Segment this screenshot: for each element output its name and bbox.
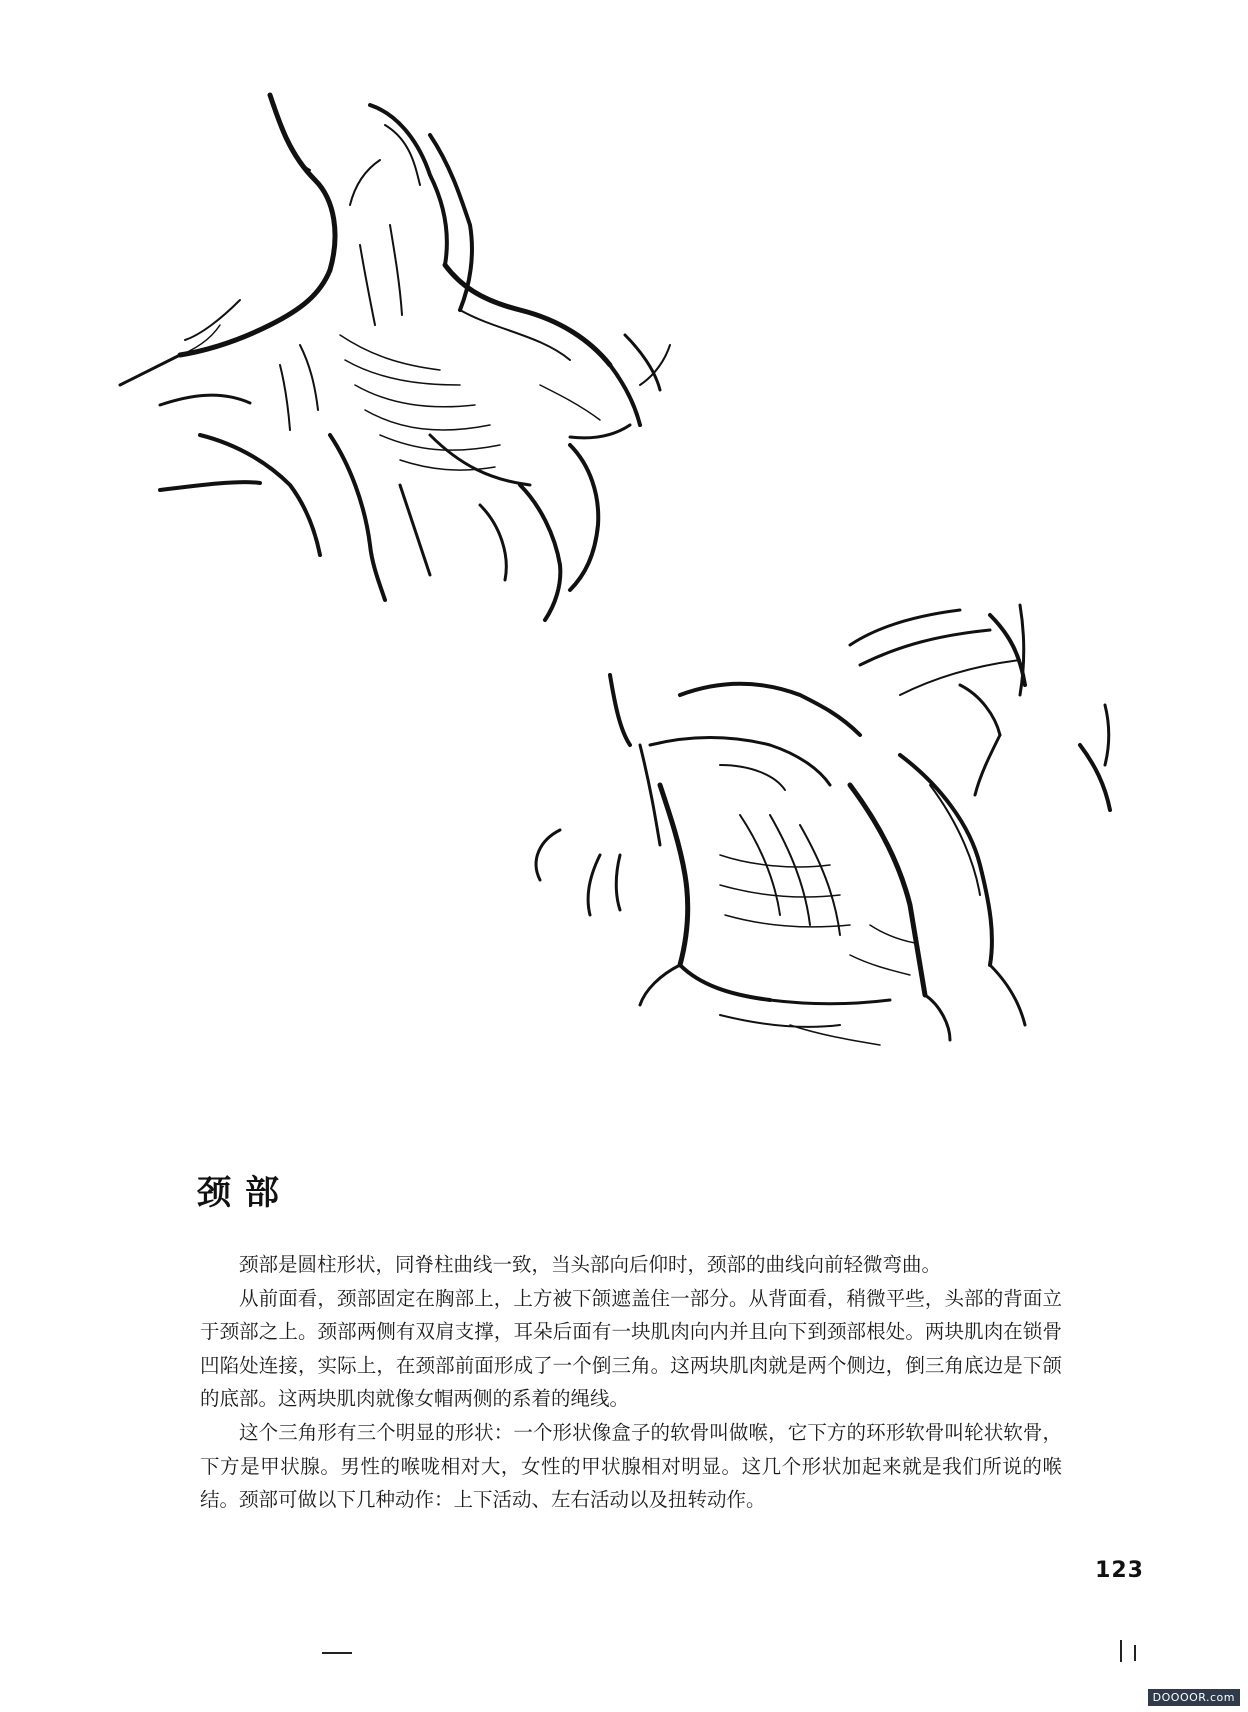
scan-mark [1120, 1640, 1122, 1662]
paragraph-2: 从前面看，颈部固定在胸部上，上方被下颌遮盖住一部分。从背面看，稍微平些，头部的背面立于颈部之上。颈部两侧有双肩支撑，耳朵后面有一块肌肉向内并且向下到颈部根处。两块肌肉在锁骨凹陷处连接，实际上，在颈部前面形成了一个倒三角。这两块肌肉就是两个侧边，倒三角底边是下颌的底部。这两块肌肉就像女帽两侧的系着的绳线。 [200, 1286, 1062, 1411]
neck-sketch-front-tilted [520, 585, 1140, 1145]
watermark: DOOOOR.com [1148, 1689, 1240, 1706]
scan-mark [1134, 1645, 1136, 1661]
body-text [200, 1248, 1062, 1517]
paragraph-3: 这个三角形有三个明显的形状：一个形状像盒子的软骨叫做喉，它下方的环形软骨叫轮状软骨，下方是甲状腺。男性的喉咙相对大，女性的甲状腺相对明显。这几个形状加起来就是我们所说的喉结。颈部可做以下几种动作：上下活动、左右活动以及扭转动作。 [200, 1420, 1062, 1512]
paragraph-1: 颈部是圆柱形状，同脊柱曲线一致，当头部向后仰时，颈部的曲线向前轻微弯曲。 [239, 1253, 942, 1276]
scan-mark [322, 1652, 352, 1654]
neck-sketch-back-view [100, 85, 680, 665]
page-number: 123 [1095, 1558, 1144, 1583]
section-heading: 颈部 [197, 1173, 293, 1213]
